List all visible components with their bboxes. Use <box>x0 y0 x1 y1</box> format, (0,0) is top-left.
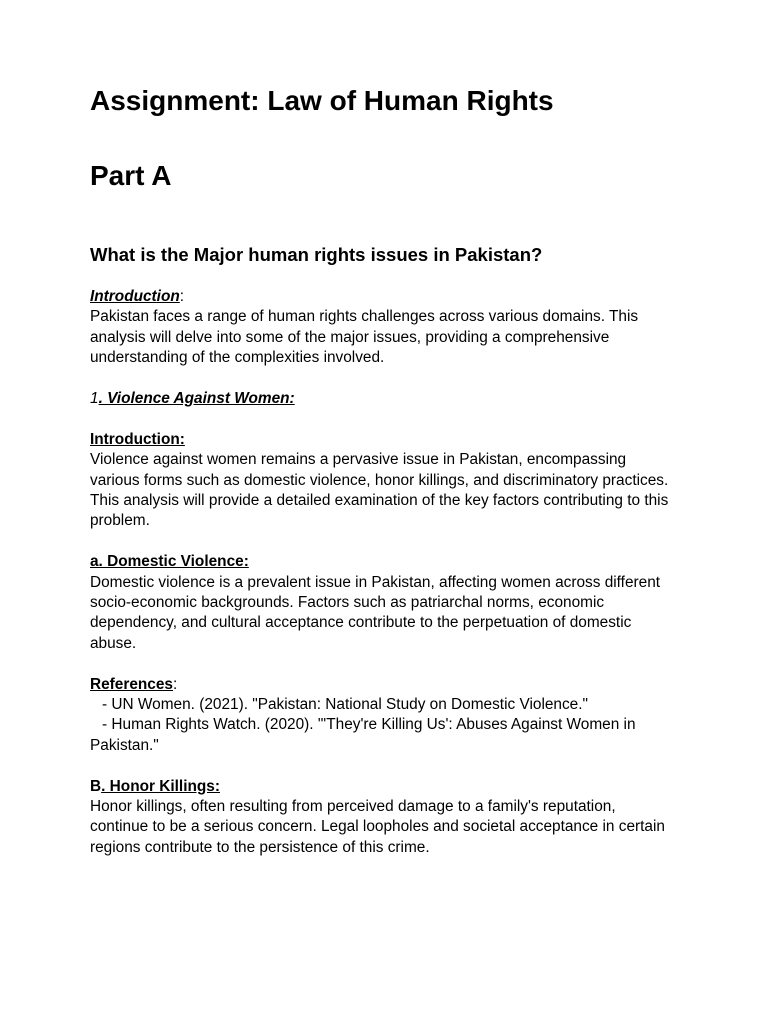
intro-heading-line <box>90 287 678 307</box>
references-heading-line <box>90 675 678 695</box>
section-1-intro-text: Violence against women remains a pervasive issue in Pakistan, encompassing various forms such as domestic violence, honor killings, and discriminatory practices. This analysis will provide a detailed examination of the key factors contributing to this problem. <box>90 451 669 530</box>
intro-heading: Introduction <box>90 288 180 305</box>
section-1-number: 1 <box>90 390 99 408</box>
reference-item-text: - UN Women. (2021). "Pakistan: National Study on Domestic Violence." <box>102 696 588 714</box>
references-heading: References <box>90 675 173 693</box>
section-1-intro-heading: Introduction: <box>90 430 185 448</box>
document-title: Assignment: Law of Human Rights <box>90 85 554 116</box>
section-1-heading: . Violence Against Women: <box>98 390 295 408</box>
honor-killings-heading: . Honor Killings: <box>101 777 220 795</box>
reference-item <box>90 715 678 756</box>
honor-killings-text: Honor killings, often resulting from perceived damage to a family's reputation, continue to be a serious concern. Legal loopholes and societal acceptance in certain regions contribute to the persistence of this crime. <box>90 798 665 856</box>
question-heading: What is the Major human rights issues in Pakistan? <box>90 244 543 265</box>
section-1-intro-heading-line <box>90 430 678 450</box>
intro-section <box>90 287 678 369</box>
honor-killings-heading-prefix: B <box>90 777 102 795</box>
domestic-violence-heading-line <box>90 552 678 572</box>
section-1-heading-line <box>90 389 678 409</box>
honor-killings-section <box>90 777 678 859</box>
references-section <box>90 675 678 757</box>
reference-item-text: - Human Rights Watch. (2020). "'They're Killing Us': Abuses Against Women in Pakistan." <box>90 716 636 754</box>
domestic-violence-section <box>90 552 678 654</box>
section-1-heading-block <box>90 389 678 409</box>
domestic-violence-text: Domestic violence is a prevalent issue in Pakistan, affecting women across different socio-economic backgrounds. Factors such as patriarchal norms, economic dependency, and cultural acceptance contribute to the perpetuation of domestic abuse. <box>90 573 661 652</box>
intro-heading-colon: : <box>179 288 185 305</box>
part-heading: Part A <box>90 160 172 191</box>
reference-item <box>90 695 678 715</box>
honor-killings-heading-line <box>90 777 678 797</box>
domestic-violence-heading: a. Domestic Violence: <box>90 553 249 571</box>
references-heading-colon: : <box>173 675 178 693</box>
intro-text: Pakistan faces a range of human rights challenges across various domains. This analysis will delve into some of the major issues, providing a comprehensive understanding of the complexities involved. <box>90 308 639 367</box>
section-1-intro <box>90 430 678 532</box>
